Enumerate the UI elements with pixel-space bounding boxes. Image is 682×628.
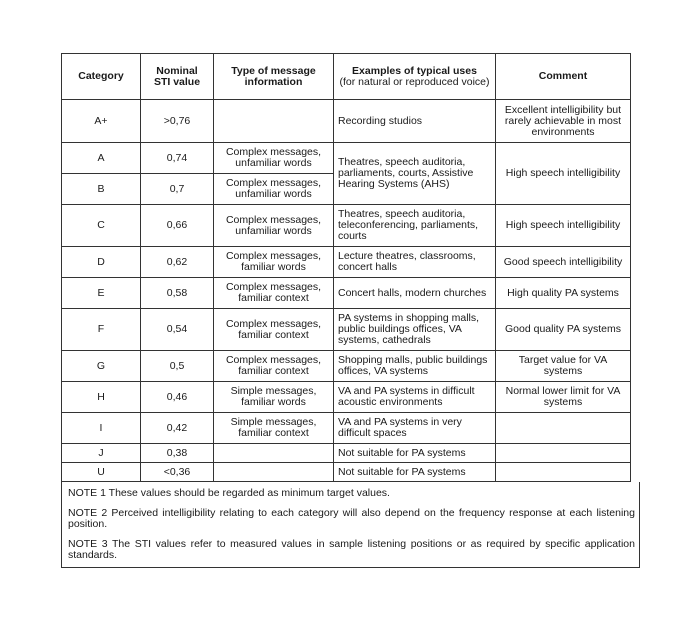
cell-type: Complex messages, familiar context <box>214 278 334 309</box>
table-row <box>62 351 631 382</box>
cell-sti: 0,58 <box>141 278 214 309</box>
header-category: Category <box>62 54 141 100</box>
notes-section <box>61 482 640 568</box>
note-3: NOTE 3 The STI values refer to measured values in sample listening positions or as required by specific application standards. <box>68 538 635 561</box>
cell-sti: 0,7 <box>141 174 214 205</box>
cell-category: A <box>62 143 141 174</box>
cell-category: D <box>62 247 141 278</box>
cell-sti: <0,36 <box>141 463 214 482</box>
cell-examples: Theatres, speech auditoria, parliaments, courts, Assistive Hearing Systems (AHS) <box>334 143 496 205</box>
cell-sti: 0,62 <box>141 247 214 278</box>
cell-category: U <box>62 463 141 482</box>
table-row <box>62 382 631 413</box>
cell-type <box>214 444 334 463</box>
cell-comment: Excellent intelligibility but rarely achievable in most environments <box>496 100 631 143</box>
table-row <box>62 413 631 444</box>
note-1: NOTE 1 These values should be regarded as minimum target values. <box>68 487 390 499</box>
cell-category: A+ <box>62 100 141 143</box>
cell-comment <box>496 444 631 463</box>
cell-type: Simple messages, familiar context <box>214 413 334 444</box>
cell-comment <box>496 413 631 444</box>
cell-comment: Good quality PA systems <box>496 309 631 351</box>
note-2: NOTE 2 Perceived intelligibility relating to each category will also depend on the frequency response at each listening position. <box>68 507 635 530</box>
table-header-row <box>62 54 631 100</box>
cell-examples: VA and PA systems in difficult acoustic environments <box>334 382 496 413</box>
cell-category: F <box>62 309 141 351</box>
cell-sti: 0,38 <box>141 444 214 463</box>
cell-comment: High speech intelligibility <box>496 143 631 205</box>
table-row <box>62 278 631 309</box>
cell-type: Complex messages, unfamiliar words <box>214 174 334 205</box>
cell-examples: VA and PA systems in very difficult spaces <box>334 413 496 444</box>
cell-comment: High quality PA systems <box>496 278 631 309</box>
table-row <box>62 247 631 278</box>
cell-category: I <box>62 413 141 444</box>
cell-examples: Not suitable for PA systems <box>334 444 496 463</box>
sti-category-table <box>61 53 631 482</box>
cell-type: Complex messages, familiar context <box>214 309 334 351</box>
header-examples-title: Examples of typical uses <box>352 64 477 77</box>
cell-sti: 0,54 <box>141 309 214 351</box>
cell-sti: 0,42 <box>141 413 214 444</box>
cell-comment <box>496 463 631 482</box>
header-comment: Comment <box>496 54 631 100</box>
table-row <box>62 143 631 174</box>
cell-type: Complex messages, unfamiliar words <box>214 205 334 247</box>
cell-examples: Recording studios <box>334 100 496 143</box>
cell-category: J <box>62 444 141 463</box>
header-type: Type of message information <box>214 54 334 100</box>
cell-sti: 0,46 <box>141 382 214 413</box>
cell-category: H <box>62 382 141 413</box>
cell-comment: Good speech intelligibility <box>496 247 631 278</box>
header-sti: Nominal STI value <box>141 54 214 100</box>
cell-sti: 0,74 <box>141 143 214 174</box>
cell-category: G <box>62 351 141 382</box>
cell-sti: >0,76 <box>141 100 214 143</box>
cell-type: Simple messages, familiar words <box>214 382 334 413</box>
cell-examples: Theatres, speech auditoria, teleconferencing, parliaments, courts <box>334 205 496 247</box>
cell-category: B <box>62 174 141 205</box>
cell-category: C <box>62 205 141 247</box>
cell-examples: Shopping malls, public buildings offices, VA systems <box>334 351 496 382</box>
cell-sti: 0,5 <box>141 351 214 382</box>
cell-comment: Normal lower limit for VA systems <box>496 382 631 413</box>
cell-type: Complex messages, familiar words <box>214 247 334 278</box>
cell-examples: Not suitable for PA systems <box>334 463 496 482</box>
header-examples <box>334 54 496 100</box>
cell-type <box>214 463 334 482</box>
cell-examples: Lecture theatres, classrooms, concert halls <box>334 247 496 278</box>
table-row <box>62 309 631 351</box>
table-row <box>62 205 631 247</box>
cell-type: Complex messages, unfamiliar words <box>214 143 334 174</box>
cell-sti: 0,66 <box>141 205 214 247</box>
cell-type: Complex messages, familiar context <box>214 351 334 382</box>
cell-comment: High speech intelligibility <box>496 205 631 247</box>
cell-type <box>214 100 334 143</box>
cell-comment: Target value for VA systems <box>496 351 631 382</box>
table-row <box>62 444 631 463</box>
table-row <box>62 463 631 482</box>
cell-examples: Concert halls, modern churches <box>334 278 496 309</box>
sti-table-container <box>61 53 635 568</box>
cell-category: E <box>62 278 141 309</box>
table-row <box>62 100 631 143</box>
cell-examples: PA systems in shopping malls, public buildings offices, VA systems, cathedrals <box>334 309 496 351</box>
header-examples-subtitle: (for natural or reproduced voice) <box>339 75 490 88</box>
